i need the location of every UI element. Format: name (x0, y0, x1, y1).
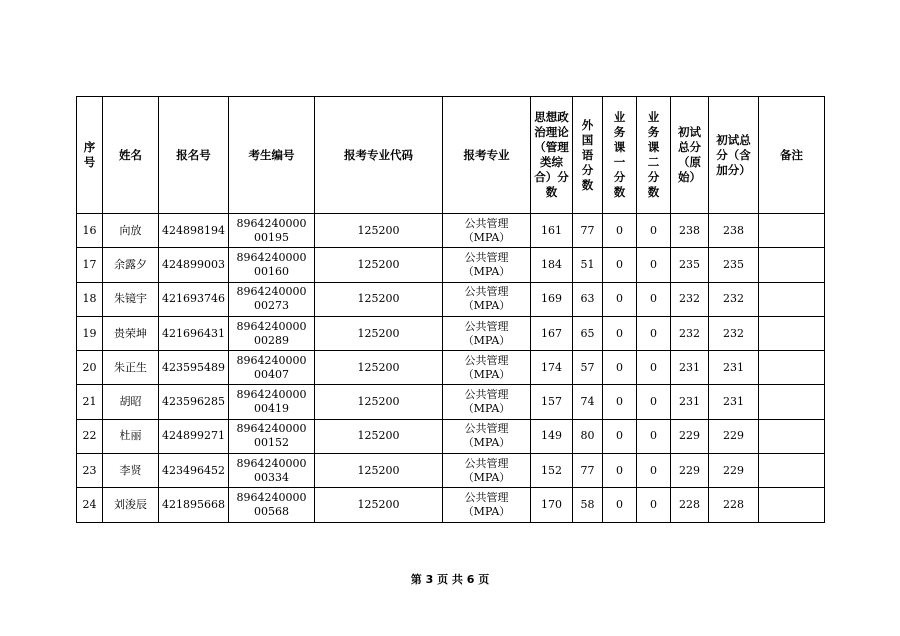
table-body (77, 214, 825, 523)
cell-remark (759, 488, 825, 522)
cell-name: 刘浚辰 (103, 488, 159, 522)
table-row (77, 214, 825, 248)
cell-major-name: 公共管理 (464, 285, 509, 299)
page-indicator: 第 3 页 共 6 页 (410, 573, 490, 586)
cell-major-code: 125200 (315, 282, 443, 316)
cell-major-name: 公共管理 (464, 456, 509, 470)
cell-major (443, 351, 531, 385)
cell-course1: 0 (603, 316, 637, 350)
cell-course2: 0 (637, 385, 671, 419)
cell-major-code: 125200 (315, 488, 443, 522)
cell-reg-no: 424898194 (159, 214, 229, 248)
cell-foreign: 63 (573, 282, 603, 316)
cell-reg-no: 424899003 (159, 248, 229, 282)
cell-exam-no (229, 316, 315, 350)
cell-course2: 0 (637, 454, 671, 488)
score-table (76, 96, 825, 523)
cell-major-code: 125200 (315, 454, 443, 488)
cell-politics: 149 (531, 419, 573, 453)
cell-major (443, 316, 531, 350)
table-row (77, 419, 825, 453)
cell-course1: 0 (603, 419, 637, 453)
cell-total-bonus: 231 (709, 351, 759, 385)
cell-remark (759, 248, 825, 282)
cell-foreign: 57 (573, 351, 603, 385)
cell-reg-no: 424899271 (159, 419, 229, 453)
cell-politics: 152 (531, 454, 573, 488)
cell-total-bonus: 232 (709, 316, 759, 350)
cell-seq: 20 (77, 351, 103, 385)
table-row (77, 385, 825, 419)
cell-total-bonus: 228 (709, 488, 759, 522)
cell-name: 贵荣坤 (103, 316, 159, 350)
cell-reg-no: 423496452 (159, 454, 229, 488)
cell-major (443, 488, 531, 522)
cell-major-name: 公共管理 (464, 491, 509, 505)
table-header-row (77, 97, 825, 214)
table-row (77, 248, 825, 282)
cell-politics: 161 (531, 214, 573, 248)
cell-seq: 24 (77, 488, 103, 522)
cell-reg-no: 423596285 (159, 385, 229, 419)
exam-no-text: 896424000000568 (236, 491, 307, 519)
cell-course2: 0 (637, 282, 671, 316)
cell-course2: 0 (637, 351, 671, 385)
cell-exam-no (229, 385, 315, 419)
header-seq: 序号 (77, 97, 103, 214)
cell-seq: 17 (77, 248, 103, 282)
cell-total-bonus: 229 (709, 419, 759, 453)
cell-seq: 21 (77, 385, 103, 419)
cell-major-code: 125200 (315, 351, 443, 385)
cell-major-name: 公共管理 (464, 216, 509, 230)
cell-foreign: 65 (573, 316, 603, 350)
cell-name: 余露夕 (103, 248, 159, 282)
table-row (77, 454, 825, 488)
exam-no-text: 896424000000273 (236, 285, 307, 313)
cell-remark (759, 316, 825, 350)
cell-major (443, 419, 531, 453)
exam-no-text: 896424000000419 (236, 388, 307, 416)
cell-exam-no (229, 488, 315, 522)
cell-major-abbr: （MPA） (462, 436, 511, 450)
cell-seq: 19 (77, 316, 103, 350)
cell-major-name: 公共管理 (464, 388, 509, 402)
exam-no-text: 896424000000160 (236, 250, 307, 278)
cell-major-name: 公共管理 (464, 319, 509, 333)
cell-remark (759, 214, 825, 248)
cell-exam-no (229, 351, 315, 385)
cell-exam-no (229, 454, 315, 488)
header-name: 姓名 (103, 97, 159, 214)
cell-politics: 157 (531, 385, 573, 419)
cell-total-raw: 238 (671, 214, 709, 248)
cell-total-raw: 235 (671, 248, 709, 282)
cell-total-raw: 232 (671, 282, 709, 316)
cell-major (443, 454, 531, 488)
header-course1: 业务课一分数 (603, 97, 637, 214)
cell-course1: 0 (603, 454, 637, 488)
cell-seq: 18 (77, 282, 103, 316)
cell-foreign: 58 (573, 488, 603, 522)
cell-major-abbr: （MPA） (462, 505, 511, 519)
header-total-raw: 初试总分（原始） (671, 97, 709, 214)
cell-politics: 174 (531, 351, 573, 385)
cell-course1: 0 (603, 248, 637, 282)
cell-name: 朱镜宇 (103, 282, 159, 316)
cell-total-raw: 229 (671, 419, 709, 453)
cell-total-bonus: 229 (709, 454, 759, 488)
header-foreign: 外国语分数 (573, 97, 603, 214)
cell-politics: 169 (531, 282, 573, 316)
cell-total-bonus: 232 (709, 282, 759, 316)
cell-major (443, 248, 531, 282)
cell-name: 杜丽 (103, 419, 159, 453)
cell-major-code: 125200 (315, 316, 443, 350)
cell-foreign: 51 (573, 248, 603, 282)
cell-foreign: 74 (573, 385, 603, 419)
table-row (77, 351, 825, 385)
cell-exam-no (229, 419, 315, 453)
cell-major-abbr: （MPA） (462, 230, 511, 244)
cell-course2: 0 (637, 248, 671, 282)
cell-major-abbr: （MPA） (462, 402, 511, 416)
cell-major-abbr: （MPA） (462, 264, 511, 278)
cell-course1: 0 (603, 351, 637, 385)
cell-major (443, 385, 531, 419)
cell-total-raw: 229 (671, 454, 709, 488)
header-remark: 备注 (759, 97, 825, 214)
cell-remark (759, 454, 825, 488)
cell-total-raw: 231 (671, 351, 709, 385)
cell-major-code: 125200 (315, 385, 443, 419)
cell-exam-no (229, 282, 315, 316)
exam-no-text: 896424000000195 (236, 216, 307, 244)
cell-major-abbr: （MPA） (462, 299, 511, 313)
cell-foreign: 80 (573, 419, 603, 453)
cell-total-raw: 232 (671, 316, 709, 350)
cell-course1: 0 (603, 488, 637, 522)
cell-major-code: 125200 (315, 419, 443, 453)
cell-major-abbr: （MPA） (462, 470, 511, 484)
exam-no-text: 896424000000289 (236, 319, 307, 347)
cell-name: 向放 (103, 214, 159, 248)
cell-name: 朱正生 (103, 351, 159, 385)
table-row (77, 316, 825, 350)
cell-seq: 16 (77, 214, 103, 248)
cell-major-code: 125200 (315, 248, 443, 282)
header-major: 报考专业 (443, 97, 531, 214)
cell-major-code: 125200 (315, 214, 443, 248)
cell-course1: 0 (603, 385, 637, 419)
cell-course2: 0 (637, 488, 671, 522)
exam-no-text: 896424000000407 (236, 353, 307, 381)
cell-reg-no: 421895668 (159, 488, 229, 522)
cell-total-bonus: 231 (709, 385, 759, 419)
cell-remark (759, 282, 825, 316)
cell-major-name: 公共管理 (464, 250, 509, 264)
exam-no-text: 896424000000152 (236, 422, 307, 450)
cell-major-abbr: （MPA） (462, 333, 511, 347)
cell-course2: 0 (637, 316, 671, 350)
cell-course1: 0 (603, 214, 637, 248)
header-reg-no: 报名号 (159, 97, 229, 214)
header-major-code: 报考专业代码 (315, 97, 443, 214)
table-row (77, 282, 825, 316)
cell-name: 胡昭 (103, 385, 159, 419)
cell-total-raw: 231 (671, 385, 709, 419)
cell-foreign: 77 (573, 214, 603, 248)
cell-total-bonus: 238 (709, 214, 759, 248)
header-total-bonus: 初试总分（含加分） (709, 97, 759, 214)
cell-course2: 0 (637, 419, 671, 453)
cell-reg-no: 421696431 (159, 316, 229, 350)
table-row (77, 488, 825, 522)
cell-major-name: 公共管理 (464, 422, 509, 436)
cell-remark (759, 351, 825, 385)
exam-no-text: 896424000000334 (236, 456, 307, 484)
cell-reg-no: 423595489 (159, 351, 229, 385)
cell-course2: 0 (637, 214, 671, 248)
cell-exam-no (229, 248, 315, 282)
cell-politics: 167 (531, 316, 573, 350)
cell-total-bonus: 235 (709, 248, 759, 282)
header-course2: 业务课二分数 (637, 97, 671, 214)
cell-seq: 23 (77, 454, 103, 488)
cell-foreign: 77 (573, 454, 603, 488)
cell-major-name: 公共管理 (464, 353, 509, 367)
cell-politics: 170 (531, 488, 573, 522)
cell-total-raw: 228 (671, 488, 709, 522)
cell-major-abbr: （MPA） (462, 367, 511, 381)
header-exam-no: 考生编号 (229, 97, 315, 214)
cell-exam-no (229, 214, 315, 248)
cell-major (443, 214, 531, 248)
cell-remark (759, 385, 825, 419)
cell-reg-no: 421693746 (159, 282, 229, 316)
cell-name: 李贤 (103, 454, 159, 488)
cell-major (443, 282, 531, 316)
header-politics: 思想政治理论（管理类综合）分数 (531, 97, 573, 214)
cell-course1: 0 (603, 282, 637, 316)
cell-remark (759, 419, 825, 453)
cell-seq: 22 (77, 419, 103, 453)
cell-politics: 184 (531, 248, 573, 282)
